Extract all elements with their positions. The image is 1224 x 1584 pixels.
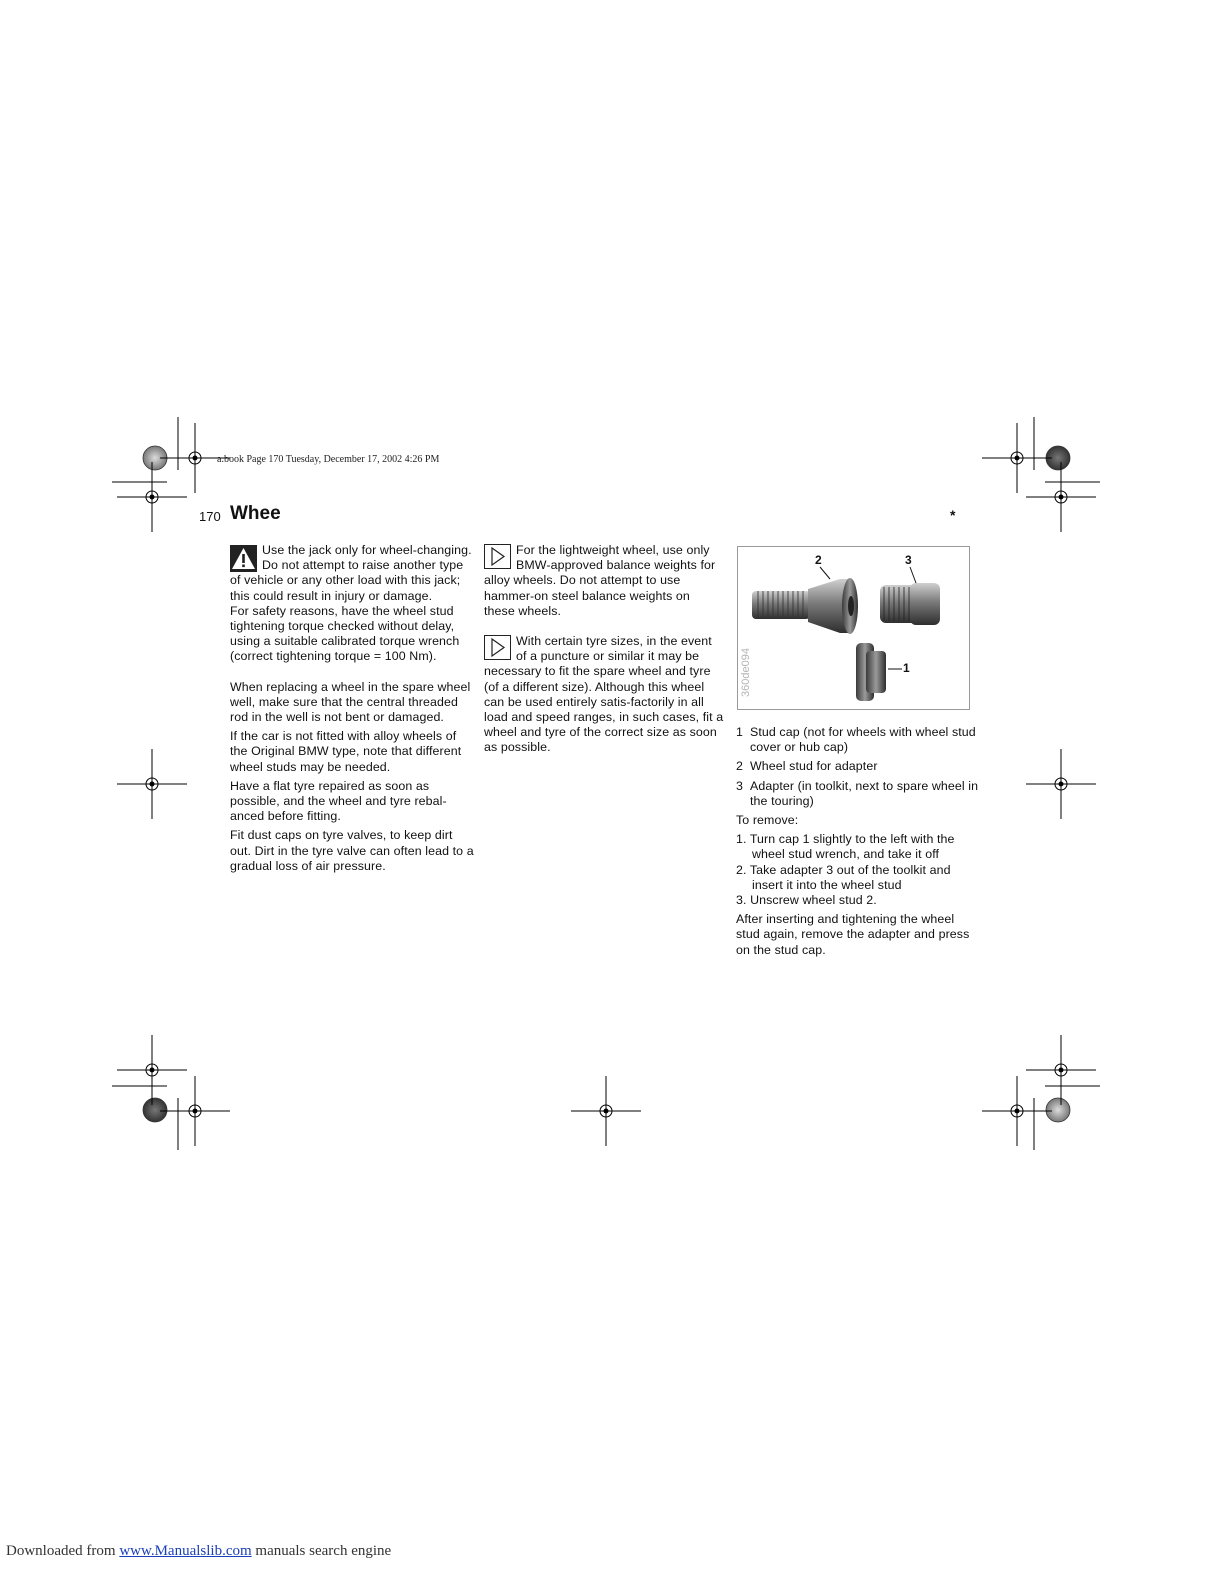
warning-text: Use the jack only for wheel-changing. Do not attempt to raise another type of vehicle or any other load with this jack; this could result in injury or damage. xyxy=(230,543,472,603)
legend-item xyxy=(736,725,981,755)
note-arrow-icon xyxy=(484,635,511,660)
remove-heading: To remove: xyxy=(736,813,799,828)
column-left xyxy=(230,543,475,874)
paragraph-spare-wheel: When replacing a wheel in the spare wheel well, make sure that the central threaded rod in the well is not bent or damaged. xyxy=(230,679,471,725)
page-number: 170 xyxy=(199,509,221,524)
after-paragraph: After inserting and tightening the wheel stud again, remove the adapter and press on the stud cap. xyxy=(736,912,970,957)
legend-text: Stud cap (not for wheels with wheel stud cover or hub cap) xyxy=(750,725,976,755)
legend-text: Wheel stud for adapter xyxy=(750,759,878,774)
safety-paragraph: For safety reasons, have the wheel stud tightening torque checked without delay, using a suitable calibrated torque wrench (correct tightening torque = 100 Nm). xyxy=(230,603,460,664)
warning-paragraph xyxy=(230,543,475,604)
figure-id: 360de094 xyxy=(740,648,752,697)
column-middle xyxy=(484,543,724,756)
legend-item xyxy=(736,759,981,774)
wheel-stud-figure xyxy=(737,546,970,710)
wheel-stud-illustration xyxy=(738,547,969,709)
legend-number: 1 xyxy=(736,725,743,739)
download-footer xyxy=(6,1543,391,1560)
callout-2: 2 xyxy=(815,553,822,567)
legend-item xyxy=(736,779,981,809)
page-title: Whee xyxy=(230,503,281,524)
legend-number: 3 xyxy=(736,778,743,793)
note-tyre-sizes-text: With certain tyre sizes, in the event of a puncture or similar it may be necessary to fit the spare wheel and tyre (of a different size). Although this wheel can be used entirely satis-factorily in all load and speed ranges, in such cases, fit a wheel and tyre of the correct size as soon as possible. xyxy=(484,634,724,755)
remove-step: 3. Unscrew wheel stud 2. xyxy=(736,893,877,908)
footer-suffix: manuals search engine xyxy=(251,1543,392,1559)
callout-1: 1 xyxy=(903,661,910,675)
legend-number: 2 xyxy=(736,759,743,774)
note-tyre-sizes xyxy=(484,634,724,756)
optional-equipment-marker: * xyxy=(950,507,956,523)
warning-triangle-icon xyxy=(230,545,257,572)
paragraph-alloy-wheels: If the car is not fitted with alloy wheels of the Original BMW type, note that different wheel studs may be needed. xyxy=(230,729,462,774)
manualslib-link[interactable]: www.Manualslib.com xyxy=(119,1543,252,1559)
paragraph-dust-caps: Fit dust caps on tyre valves, to keep dirt out. Dirt in the tyre valve can often lead to a gradual loss of air pressure. xyxy=(230,828,474,873)
note-lightweight-text: For the lightweight wheel, use only BMW-approved balance weights for alloy wheels. Do not attempt to use hammer-on steel balance weights on these wheels. xyxy=(484,543,716,618)
legend-text: Adapter (in toolkit, next to spare wheel in the touring) xyxy=(750,778,979,808)
callout-3: 3 xyxy=(905,553,912,567)
note-arrow-icon xyxy=(484,544,511,569)
stud-cap-drawing xyxy=(856,643,886,701)
column-right xyxy=(736,725,981,958)
remove-step: 2. Take adapter 3 out of the toolkit and insert it into the wheel stud xyxy=(736,862,951,892)
footer-prefix: Downloaded from xyxy=(6,1543,120,1559)
print-info: a.book Page 170 Tuesday, December 17, 2002 4:26 PM xyxy=(217,454,440,465)
remove-step: 1. Turn cap 1 slightly to the left with the wheel stud wrench, and take it off xyxy=(736,832,955,862)
note-lightweight-wheel xyxy=(484,543,724,619)
wheel-stud-drawing xyxy=(752,578,858,634)
adapter-drawing xyxy=(880,583,940,625)
paragraph-flat-tyre: Have a flat tyre repaired as soon as possible, and the wheel and tyre rebal-anced before fitting. xyxy=(230,778,447,824)
